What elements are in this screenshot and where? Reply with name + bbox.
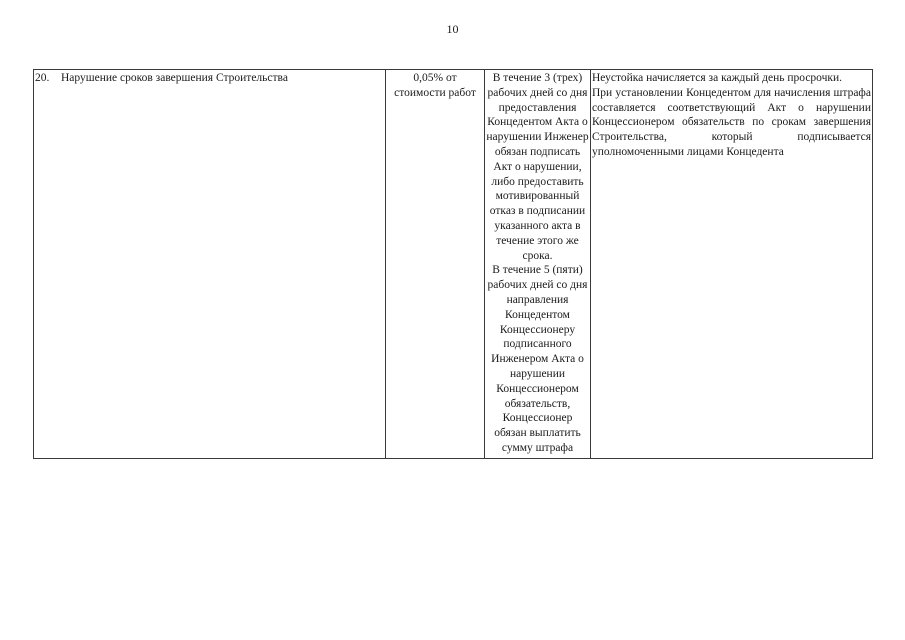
table-row [34, 70, 873, 459]
note-paragraph: Неустойка начисляется за каждый день просрочки. [592, 72, 843, 84]
note-cell [591, 70, 873, 459]
payment-term-cell [485, 70, 591, 459]
payment-term-paragraph: В течение 5 (пяти) рабочих дней со дня направления Концедентом Концессионеру подписанного Инженером Акта о нарушении Концессионером обязательств, Концессионер обязан выплатить сумму штрафа [487, 264, 588, 454]
violation-name: Нарушение сроков завершения Строительства [61, 72, 288, 84]
penalty-rate-cell [386, 70, 485, 459]
violation-name-cell [34, 70, 386, 459]
note-paragraph: При установлении Концедентом для начисления штрафа составляется соответствующий Акт о нарушении Концессионером обязательств по срокам завершения Строительства, который подписывается уполномоченными лицами Концедента [592, 86, 871, 158]
payment-term-paragraph: В течение 3 (трех) рабочих дней со дня предоставления Концедентом Акта о нарушении Инженер обязан подписать Акт о нарушении, либо предоставить мотивированный отказ в подписании указанного акта в течение этого же срока. [486, 72, 589, 262]
row-number: 20. [35, 72, 50, 84]
penalty-table [33, 69, 873, 459]
page-number: 10 [446, 22, 459, 36]
penalty-rate: 0,05% от стоимости работ [394, 72, 476, 99]
